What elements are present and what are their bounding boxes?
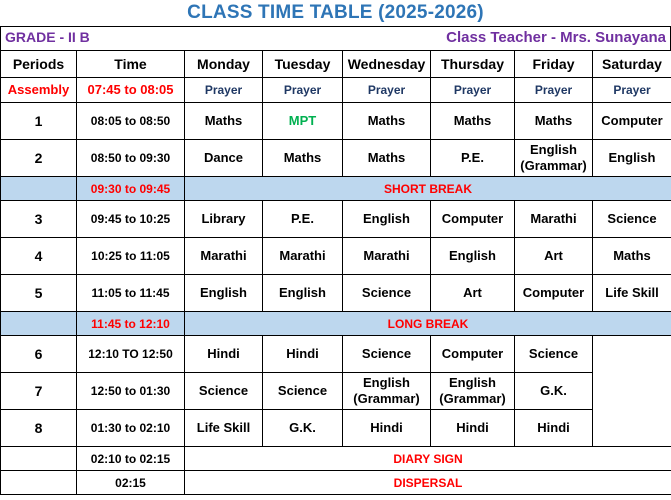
subheader [0, 26, 671, 50]
period-number: 1 [1, 103, 77, 140]
page-title: CLASS TIME TABLE (2025-2026) [187, 2, 484, 23]
period-time: 08:50 to 09:30 [77, 140, 185, 177]
subject-cell: Dance [185, 140, 263, 177]
subject-cell: Marathi [515, 201, 593, 238]
subject-cell: English [593, 140, 671, 177]
subject-cell: English [185, 275, 263, 312]
subject-cell: Science [515, 336, 593, 373]
subject-cell: MPT [263, 103, 343, 140]
period-number: 2 [1, 140, 77, 177]
header-cell: Wednesday [343, 51, 431, 78]
assembly-time: 07:45 to 08:05 [77, 78, 185, 103]
short-break [1, 177, 671, 201]
assembly-row [1, 78, 671, 103]
period-time: 10:25 to 11:05 [77, 238, 185, 275]
subject-cell: Hindi [515, 410, 593, 447]
subject-cell: Maths [515, 103, 593, 140]
diary-blank [1, 447, 77, 471]
period-row [1, 275, 671, 312]
short-break-blank [1, 177, 77, 201]
header-cell: Monday [185, 51, 263, 78]
period-row [1, 103, 671, 140]
teacher-label: Class Teacher - Mrs. Sunayana [446, 29, 666, 46]
dispersal-label: DISPERSAL [185, 471, 671, 495]
grade-label: GRADE - II B [5, 29, 90, 45]
subject-cell: Science [593, 201, 671, 238]
period-time: 12:50 to 01:30 [77, 373, 185, 410]
subject-cell: Art [431, 275, 515, 312]
subject-cell: Marathi [343, 238, 431, 275]
diary-row [1, 447, 671, 471]
header-cell: Tuesday [263, 51, 343, 78]
prayer-cell: Prayer [431, 78, 515, 103]
subject-cell: Science [185, 373, 263, 410]
dispersal-row [1, 471, 671, 495]
prayer-cell: Prayer [185, 78, 263, 103]
header-cell: Periods [1, 51, 77, 78]
subject-cell: English (Grammar) [515, 140, 593, 177]
subject-cell: Maths [185, 103, 263, 140]
period-time: 12:10 TO 12:50 [77, 336, 185, 373]
subject-cell: Life Skill [185, 410, 263, 447]
period-row [1, 410, 671, 447]
subject-cell: Hindi [431, 410, 515, 447]
short-break-time: 09:30 to 09:45 [77, 177, 185, 201]
subject-cell: P.E. [263, 201, 343, 238]
diary-label: DIARY SIGN [185, 447, 671, 471]
subject-cell: English (Grammar) [343, 373, 431, 410]
long-break-time: 11:45 to 12:10 [77, 312, 185, 336]
period-time: 09:45 to 10:25 [77, 201, 185, 238]
subject-cell: G.K. [515, 373, 593, 410]
subject-cell: Life Skill [593, 275, 671, 312]
subject-cell: Science [343, 336, 431, 373]
subject-cell: Library [185, 201, 263, 238]
period-row [1, 238, 671, 275]
subject-cell: Hindi [343, 410, 431, 447]
subject-cell: G.K. [263, 410, 343, 447]
subject-cell: Art [515, 238, 593, 275]
subject-cell: English [263, 275, 343, 312]
period-time: 01:30 to 02:10 [77, 410, 185, 447]
period-number: 6 [1, 336, 77, 373]
dispersal-time: 02:15 [77, 471, 185, 495]
long-break [1, 312, 671, 336]
assembly-label: Assembly [1, 78, 77, 103]
header-cell: Friday [515, 51, 593, 78]
period-number: 3 [1, 201, 77, 238]
prayer-cell: Prayer [593, 78, 671, 103]
subject-cell: Maths [343, 140, 431, 177]
header-cell: Time [77, 51, 185, 78]
period-row [1, 140, 671, 177]
period-row [1, 373, 671, 410]
subject-cell: Computer [431, 201, 515, 238]
subject-cell: Marathi [185, 238, 263, 275]
timetable [0, 50, 671, 495]
subject-cell: Hindi [185, 336, 263, 373]
short-break-label: SHORT BREAK [185, 177, 671, 201]
subject-cell: Computer [593, 103, 671, 140]
period-time: 11:05 to 11:45 [77, 275, 185, 312]
subject-cell: Maths [343, 103, 431, 140]
long-break-label: LONG BREAK [185, 312, 671, 336]
subject-cell: Maths [593, 238, 671, 275]
long-break-blank [1, 312, 77, 336]
header-cell: Thursday [431, 51, 515, 78]
subject-cell: P.E. [431, 140, 515, 177]
prayer-cell: Prayer [263, 78, 343, 103]
prayer-cell: Prayer [343, 78, 431, 103]
period-number: 8 [1, 410, 77, 447]
header-cell: Saturday [593, 51, 671, 78]
header-row [1, 51, 671, 78]
subject-cell: Computer [431, 336, 515, 373]
subject-cell: English (Grammar) [431, 373, 515, 410]
subject-cell: Maths [431, 103, 515, 140]
prayer-cell: Prayer [515, 78, 593, 103]
subject-cell: Computer [515, 275, 593, 312]
period-time: 08:05 to 08:50 [77, 103, 185, 140]
period-number: 5 [1, 275, 77, 312]
period-number: 4 [1, 238, 77, 275]
period-row [1, 336, 671, 373]
subject-cell: English [431, 238, 515, 275]
subject-cell: Science [343, 275, 431, 312]
diary-time: 02:10 to 02:15 [77, 447, 185, 471]
period-row [1, 201, 671, 238]
dispersal-blank [1, 471, 77, 495]
subject-cell: Hindi [263, 336, 343, 373]
subject-cell: Science [263, 373, 343, 410]
saturday-empty-cell [593, 336, 671, 447]
subject-cell: Marathi [263, 238, 343, 275]
subject-cell: Maths [263, 140, 343, 177]
period-number: 7 [1, 373, 77, 410]
subject-cell: English [343, 201, 431, 238]
